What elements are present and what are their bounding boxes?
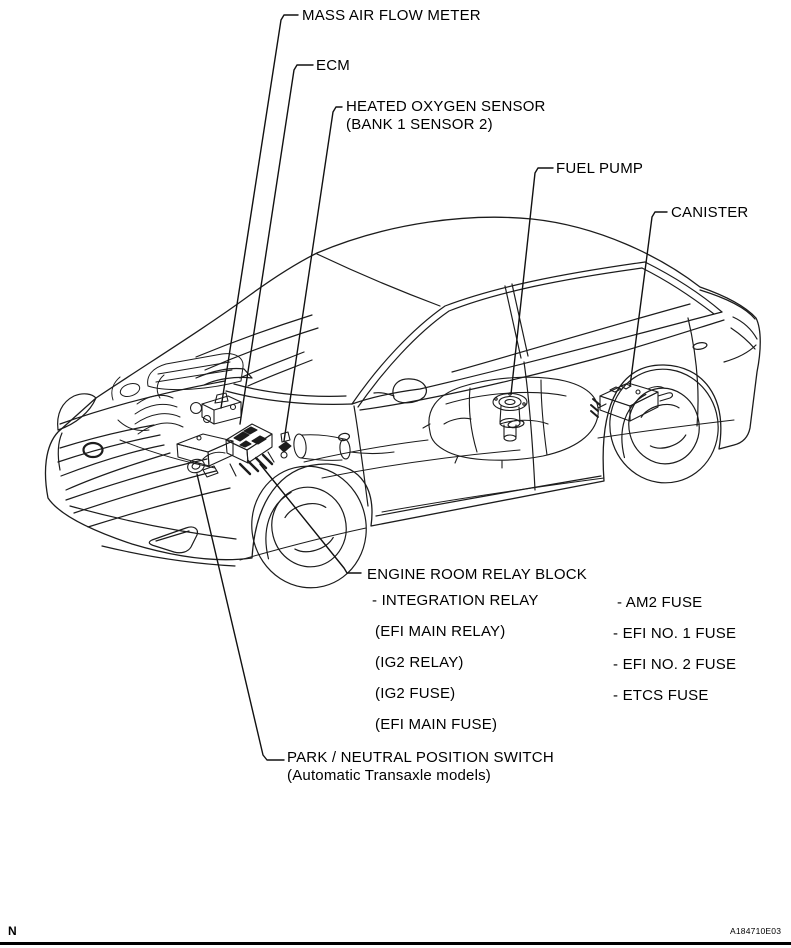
- underbody-lines: [240, 420, 734, 560]
- relay-item-integration-relay: - INTEGRATION RELAY: [372, 592, 539, 609]
- ecm-leader-line: [240, 65, 313, 424]
- canister-leader-line: [630, 212, 667, 386]
- relay-block-detail-list: [372, 593, 539, 748]
- page-corner-mark: N: [8, 924, 17, 938]
- label-canister: CANISTER: [671, 204, 749, 221]
- bottom-rule: [0, 942, 791, 945]
- toyota-emblem: [84, 443, 103, 457]
- park-neutral-leader-line: [197, 474, 284, 760]
- relay-block-leader-line: [260, 464, 361, 573]
- label-park-neutral-position-switch: [287, 749, 554, 784]
- oxygen-sensor-leader-line: [284, 107, 342, 441]
- roof-and-windows: [196, 254, 757, 516]
- relay-item-efi-main-relay: (EFI MAIN RELAY): [375, 623, 506, 640]
- relay-item-ig2-fuse: (IG2 FUSE): [375, 685, 456, 702]
- maf-leader-line: [221, 15, 298, 408]
- fuse-item-efi-no2: - EFI NO. 2 FUSE: [613, 656, 737, 673]
- rear-wheel: [598, 358, 730, 495]
- fuel-tank: [423, 377, 606, 468]
- relay-item-ig2-relay: (IG2 RELAY): [375, 654, 464, 671]
- label-heated-oxygen-sensor: [346, 98, 546, 133]
- side-marker: [338, 432, 350, 441]
- label-heated-oxygen-sensor-line2: (BANK 1 SENSOR 2): [346, 115, 493, 133]
- fuse-item-efi-no1: - EFI NO. 1 FUSE: [613, 625, 737, 642]
- rear-door-handle: [693, 342, 708, 351]
- label-park-neutral-line2: (Automatic Transaxle models): [287, 766, 492, 784]
- airbox-mass-air-flow-meter: [202, 393, 241, 424]
- fog-light: [149, 527, 197, 553]
- relay-item-efi-main-fuse: (EFI MAIN FUSE): [375, 716, 498, 733]
- label-fuel-pump: FUEL PUMP: [556, 160, 644, 177]
- fuel-pump-assembly: [493, 393, 527, 441]
- label-ecm: ECM: [316, 57, 350, 74]
- label-mass-air-flow-meter: MASS AIR FLOW METER: [302, 7, 481, 24]
- headlight: [58, 394, 96, 430]
- figure-id-code: A184710E03: [730, 926, 782, 936]
- exhaust-oxygen-sensor: [279, 432, 394, 460]
- label-park-neutral-line1: PARK / NEUTRAL POSITION SWITCH: [287, 749, 554, 766]
- fuse-item-am2: - AM2 FUSE: [617, 594, 703, 611]
- fuse-detail-list: [613, 595, 736, 719]
- label-heated-oxygen-sensor-line1: HEATED OXYGEN SENSOR: [346, 98, 546, 115]
- label-engine-room-relay-block: ENGINE ROOM RELAY BLOCK: [367, 566, 587, 583]
- fuse-item-etcs: - ETCS FUSE: [613, 687, 709, 704]
